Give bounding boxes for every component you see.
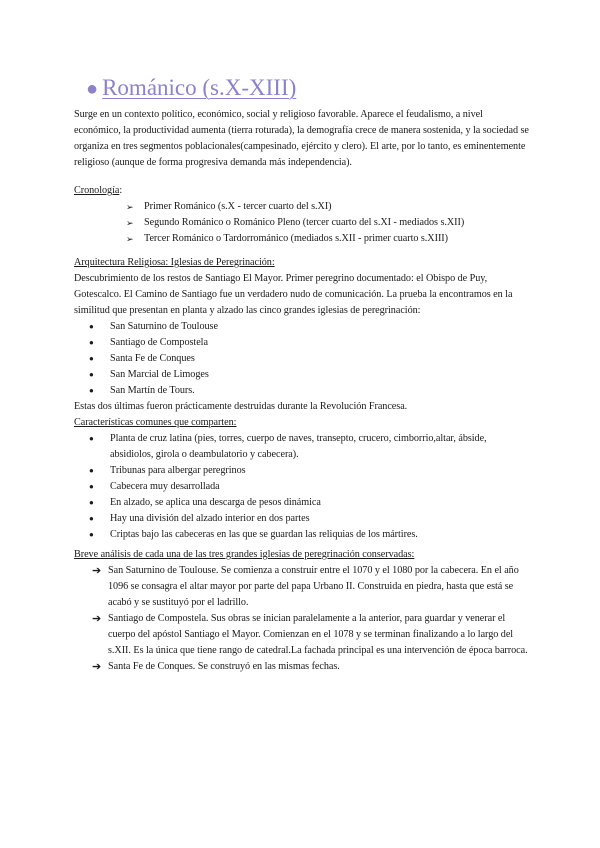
arrow-right-icon: ➔	[92, 565, 102, 577]
bullet-icon: ●	[89, 514, 94, 523]
page-title-text: Románico (s.X-XIII)	[102, 75, 297, 100]
caracteristicas-list	[74, 431, 530, 543]
bullet-icon: ●	[89, 498, 94, 507]
intro-paragraph: Surge en un contexto político, económico, social y religioso favorable. Aparece el feudalismo, a nivel económico, la productividad aumenta (tierra roturada), la demografía crece de manera sostenida, y la sociedad se organiza en tres segmentos poblacionales(campesinado, ejército y clero). El arte, por lo tanto, es eminentemente religioso (aunque de forma progresiva demanda más independencia).	[74, 109, 529, 168]
list-item: ● Hay una división del alzado interior en dos partes	[74, 511, 530, 527]
bullet-icon: ●	[89, 338, 94, 347]
bullet-icon: ●	[89, 386, 94, 395]
list-item: ● San Marcial de Limoges	[74, 367, 530, 383]
list-item: ➢ Primer Románico (s.X - tercer cuarto del s.XI)	[74, 199, 530, 215]
list-item: ● San Saturnino de Toulouse	[74, 319, 530, 335]
cronologia-list	[74, 199, 530, 247]
caracteristicas-heading: Características comunes que comparten:	[74, 417, 237, 428]
arrowhead-icon: ➢	[126, 234, 134, 244]
bullet-icon: ●	[89, 434, 94, 443]
list-item: ● Cabecera muy desarrollada	[74, 479, 530, 495]
arquitectura-section	[74, 255, 530, 543]
cronologia-section	[74, 183, 530, 247]
list-item: ➔ San Saturnino de Toulouse. Se comienza a construir entre el 1070 y el 1080 por la cabecera. En el año 1096 se consagra el altar mayor por parte del papa Urbano II. Construida en piedra, hasta que está se acabó y se sustituyó por el ladrillo.	[92, 565, 519, 608]
bullet-icon: ●	[89, 466, 94, 475]
bullet-icon: ●	[89, 530, 94, 539]
bullet-icon: ●	[89, 370, 94, 379]
iglesias-list	[74, 319, 530, 399]
analisis-section	[74, 547, 530, 675]
bullet-icon: ●	[89, 322, 94, 331]
analisis-heading: Breve análisis de cada una de las tres grandes iglesias de peregrinación conservadas:	[74, 549, 415, 560]
bullet-icon: ●	[89, 482, 94, 491]
list-item: ● Tribunas para albergar peregrinos	[74, 463, 530, 479]
list-item: ● En alzado, se aplica una descarga de pesos dinámica	[74, 495, 530, 511]
list-item: ● San Martín de Tours.	[74, 383, 530, 399]
list-item: ➔ Santa Fe de Conques. Se construyó en las mismas fechas.	[92, 661, 340, 673]
arrow-right-icon: ➔	[92, 613, 102, 625]
list-item: ➔ Santiago de Compostela. Sus obras se inician paralelamente a la anterior, para guardar y venerar el cuerpo del apóstol Santiago el Mayor. Comienzan en el 1078 y se terminan finalizando a lo largo del s.XII. Es la única que tiene rango de catedral.La fachada principal es una intervención de época barroca.	[92, 613, 528, 656]
destruction-note: Estas dos últimas fueron prácticamente destruidas durante la Revolución Francesa.	[74, 401, 408, 412]
arquitectura-heading: Arquitectura Religiosa: Iglesias de Peregrinación:	[74, 257, 275, 268]
arrowhead-icon: ➢	[126, 218, 134, 228]
bullet-icon: ●	[89, 354, 94, 363]
analisis-list	[74, 563, 530, 675]
list-item: ➢ Tercer Románico o Tardorrománico (mediados s.XII - primer cuarto s.XIII)	[74, 231, 530, 247]
list-item: ● Criptas bajo las cabeceras en las que se guardan las reliquias de los mártires.	[74, 527, 530, 543]
list-item: ➢ Segundo Románico o Románico Pleno (tercer cuarto del s.XI - mediados s.XII)	[74, 215, 530, 231]
page-title	[86, 74, 296, 103]
bullet-icon: ●	[86, 78, 99, 100]
arrowhead-icon: ➢	[126, 202, 134, 212]
cronologia-heading: Cronología:	[74, 185, 123, 196]
arrow-right-icon: ➔	[92, 661, 102, 673]
intro-section	[74, 107, 530, 171]
list-item: ● Santiago de Compostela	[74, 335, 530, 351]
list-item: ● Planta de cruz latina (pies, torres, cuerpo de naves, transepto, crucero, cimborrio,altar, ábside, absidiolos, girola o deambulatorio y cabecera).	[89, 433, 487, 460]
arquitectura-paragraph: Descubrimiento de los restos de Santiago El Mayor. Primer peregrino documentado: el Obispo de Puy, Gotescalco. El Camino de Santiago fue un verdadero nudo de comunicación. La prueba la encontramos en la similitud que presentan en planta y alzado las cinco grandes iglesias de peregrinación:	[74, 273, 513, 316]
list-item: ● Santa Fe de Conques	[74, 351, 530, 367]
